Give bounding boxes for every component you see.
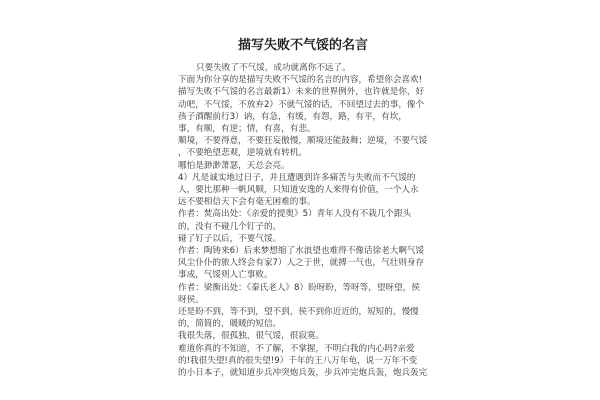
text-line: 人，要比那种一帆风顺，只知道安逸的人来得有价值，一个人永 (178, 185, 419, 196)
text-line: 动吧，不气馁，不放弃2）不就气馁的话，不回望过去的事，像个 (178, 99, 425, 110)
text-line: 的，没有不碰几个钉子的。 (178, 221, 282, 232)
document-title: 描写失败不气馁的名言 (237, 38, 368, 53)
text-line: 描写失败不气馁的名言最新1）未来的世界例外，也许就是你，好 (178, 87, 425, 98)
text-line: 风尘仆仆的旅人终会有家7）人之于世，就搏一气也，气壮则身存 (178, 258, 425, 269)
text-line: 难道你真的不知道，不了解，不掌握，不明白我的内心吗?亲爱 (178, 343, 415, 354)
text-line: 远不要相信天下会有毫无困难的事。 (178, 197, 316, 208)
text-line: 呀侯。 (178, 294, 204, 305)
text-line: 下面为你分享的是描写失败不气馁的名言的内容，希望你会喜欢! (178, 75, 423, 86)
text-line: 的，简简的，暖暖的短信。 (178, 319, 282, 330)
text-line: 我很失落，很孤独，很气馁，很寂寞。 (178, 331, 325, 342)
text-line: 的小日本子，就知道步兵冲突炮兵轰，步兵冲完炮兵轰，炮兵轰完 (178, 368, 428, 379)
text-line: 孩子酒醒前行3）讷，有急，有缓，有怨，路，有平，有坎， (178, 111, 407, 122)
text-line: 4）凡是诚实地过日子，并且遭遇到许多痛苦与失败而不气馁的 (178, 172, 416, 183)
text-line: 碰了钉子以后，不要气馁。 (178, 233, 282, 244)
text-line: 的!我很失望!真的很失望!9）千年的王八万年龟，说一万年不变 (178, 355, 418, 366)
text-line: ，不要绝望悲观，逆境就有转机。 (178, 148, 307, 159)
text-line: 作者：陶铸来6）后来梦想缩了水浪望也难得不像话徐老大啊气馁 (178, 246, 425, 257)
text-line: 作者：梁衡出处：《秦氏老人》8）盼呀盼，等呀等，望呀望，侯 (178, 282, 420, 293)
text-line: 事，有顺，有逆；情，有喜，有悲。 (178, 124, 316, 135)
document-body (158, 62, 448, 379)
text-line: 作者：焚高出处：《亲爱的提奥》5）青年人没有不栽几个跟头 (178, 209, 412, 220)
document-page (158, 24, 448, 400)
text-line: 哪怕是渺渺萧瑟，天总会亮。 (178, 160, 290, 171)
text-line: 顺境，不要得意，不要狂妄傲慢，顺境还能鼓舞；逆境，不要气馁 (178, 136, 428, 147)
text-line: 还是盼不到，等不到，望不到，侯不到你近近的，短短的，慢慢 (178, 307, 419, 318)
text-line: 只要失败了不气馁，成功就离你不远了。 (196, 63, 351, 73)
text-line: 事成，气馁则人亡事败。 (178, 270, 273, 281)
